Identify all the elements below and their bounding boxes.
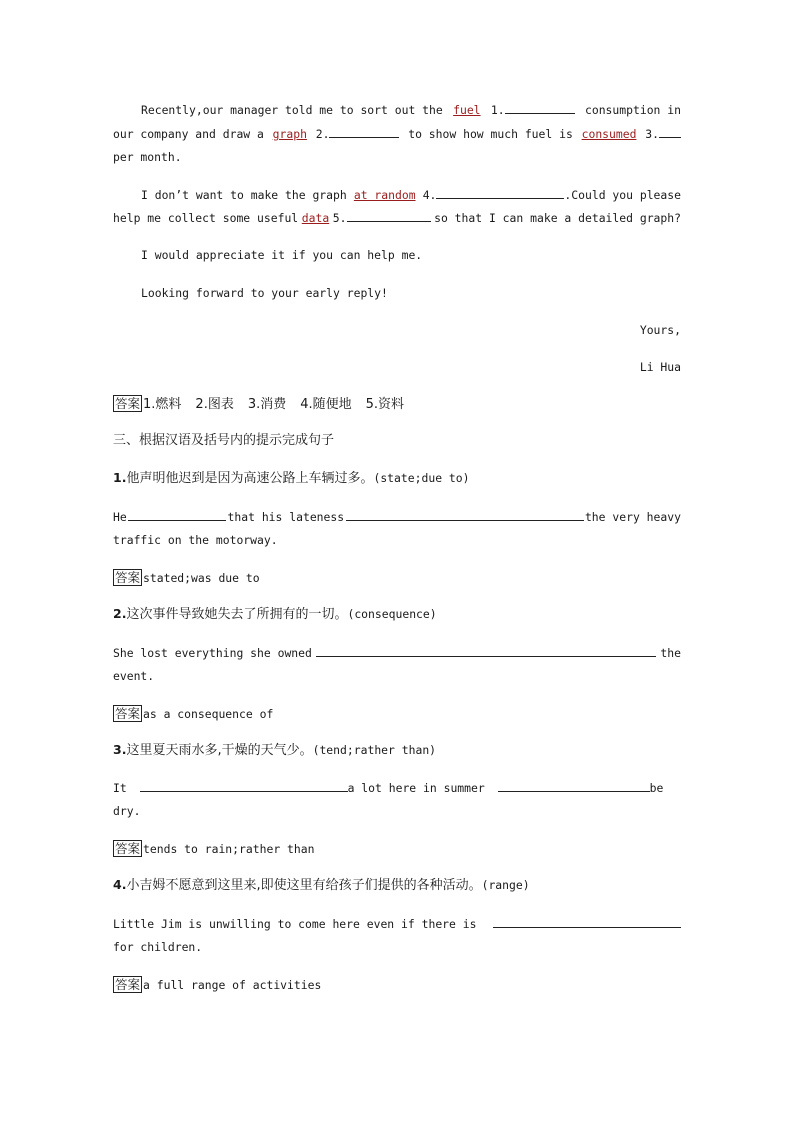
text-span: per month. [113, 150, 182, 164]
question-1-english-line1 [113, 508, 681, 524]
answer-blank-4[interactable] [436, 186, 564, 199]
text-span: so that I can make a detailed graph? [434, 211, 681, 225]
answer-item: 1.燃料 [143, 397, 182, 412]
q2-blank-1[interactable] [316, 644, 656, 657]
q1-blank-2[interactable] [346, 508, 584, 521]
keyword-data: data [301, 211, 330, 225]
keyword-at-random: at random [353, 188, 416, 202]
answer-label: 答案 [115, 570, 141, 585]
keyword-consumed: consumed [581, 127, 637, 141]
question-3-english-line1 [113, 779, 681, 795]
letter-signature: Li Hua [639, 360, 681, 374]
answer-blank-3[interactable] [659, 125, 681, 138]
text-span: She lost everything she owned [113, 646, 312, 660]
section-heading: 三、根据汉语及括号内的提示完成句子 [113, 433, 335, 448]
question-1-english-line2: traffic on the motorway. [113, 533, 278, 547]
question-2-english-line2: event. [113, 669, 155, 683]
text-span: I don’t want to make the graph [141, 188, 347, 202]
answer-text: a full range of activities [143, 978, 322, 992]
answer-label: 答案 [115, 841, 141, 856]
question-1-prompt [113, 470, 681, 486]
blank-number-4: 4. [422, 188, 437, 202]
question-chinese: 这里夏天雨水多,干燥的天气少。 [126, 743, 313, 758]
text-span: He [113, 510, 127, 524]
text-span: help me collect some useful [113, 211, 299, 225]
question-chinese: 他声明他迟到是因为高速公路上车辆过多。 [126, 471, 374, 486]
question-number: 1. [113, 470, 127, 485]
answer-item: 4.随便地 [300, 397, 352, 412]
answer-text: as a consequence of [143, 707, 274, 721]
answer-text: stated;was due to [143, 571, 260, 585]
answer-blank-1[interactable] [505, 101, 575, 114]
question-1-answer [113, 569, 681, 585]
question-4-answer [113, 976, 681, 992]
keyword-graph: graph [272, 127, 307, 141]
text-span: .Could you please [564, 188, 681, 202]
text-span: a lot here in summer [347, 781, 485, 795]
answer-item: 3.消费 [247, 397, 287, 412]
answer-label: 答案 [115, 977, 141, 992]
question-number: 4. [113, 877, 127, 892]
text-span: consumption in [584, 103, 681, 117]
question-number: 2. [113, 606, 127, 621]
text-span: our company and draw a [113, 127, 264, 141]
text-span: that his lateness [227, 510, 345, 524]
answer-text: tends to rain;rather than [143, 842, 315, 856]
question-2-answer [113, 705, 681, 721]
question-2-prompt [113, 606, 681, 622]
question-4-english-line1 [113, 915, 681, 931]
letter-p1-line2 [113, 125, 681, 141]
question-chinese: 小吉姆不愿意到这里来,即使这里有给孩子们提供的各种活动。 [126, 878, 482, 893]
text-span: the [660, 646, 681, 660]
question-3-prompt [113, 742, 681, 758]
text-span: the very heavy [584, 510, 681, 524]
question-hint: (consequence) [347, 607, 437, 621]
question-hint: (range) [481, 878, 530, 892]
answer-line-letter [113, 395, 681, 411]
letter-p1-line1 [141, 101, 681, 117]
text-span: to show how much fuel is [408, 127, 573, 141]
q4-blank-1[interactable] [493, 915, 681, 928]
question-4-prompt [113, 877, 681, 893]
answer-item: 5.资料 [365, 397, 405, 412]
text-span: Recently,our manager told me to sort out the [141, 103, 443, 117]
question-3-answer [113, 840, 681, 856]
keyword-fuel: fuel [453, 103, 481, 117]
letter-p1-line3 [113, 149, 681, 165]
question-3-english-line2: dry. [113, 804, 141, 818]
answer-blank-5[interactable] [347, 209, 431, 222]
text-span: It [113, 781, 127, 795]
question-hint: (state;due to) [373, 471, 470, 485]
question-2-english-line1 [113, 644, 681, 660]
question-hint: (tend;rather than) [312, 743, 437, 757]
blank-number-3: 3. [645, 127, 659, 141]
answer-label: 答案 [115, 396, 141, 411]
q3-blank-2[interactable] [498, 779, 650, 792]
blank-number-5: 5. [332, 211, 347, 225]
letter-p2-line2 [113, 209, 681, 225]
text-span: be [649, 781, 664, 795]
answer-label: 答案 [115, 706, 141, 721]
question-chinese: 这次事件导致她失去了所拥有的一切。 [126, 607, 348, 622]
letter-closing: Yours, [639, 323, 681, 337]
letter-p4: Looking forward to your early reply! [141, 286, 388, 300]
blank-number-1: 1. [490, 103, 505, 117]
question-number: 3. [113, 742, 127, 757]
letter-p2-line1 [141, 186, 681, 202]
question-4-english-line2: for children. [113, 940, 203, 954]
q3-blank-1[interactable] [140, 779, 348, 792]
letter-p3: I would appreciate it if you can help me. [141, 248, 423, 262]
q1-blank-1[interactable] [128, 508, 226, 521]
answer-item: 2.图表 [195, 397, 234, 412]
text-span: Little Jim is unwilling to come here even if there is [113, 917, 477, 931]
answer-blank-2[interactable] [329, 125, 399, 138]
blank-number-2: 2. [315, 127, 330, 141]
